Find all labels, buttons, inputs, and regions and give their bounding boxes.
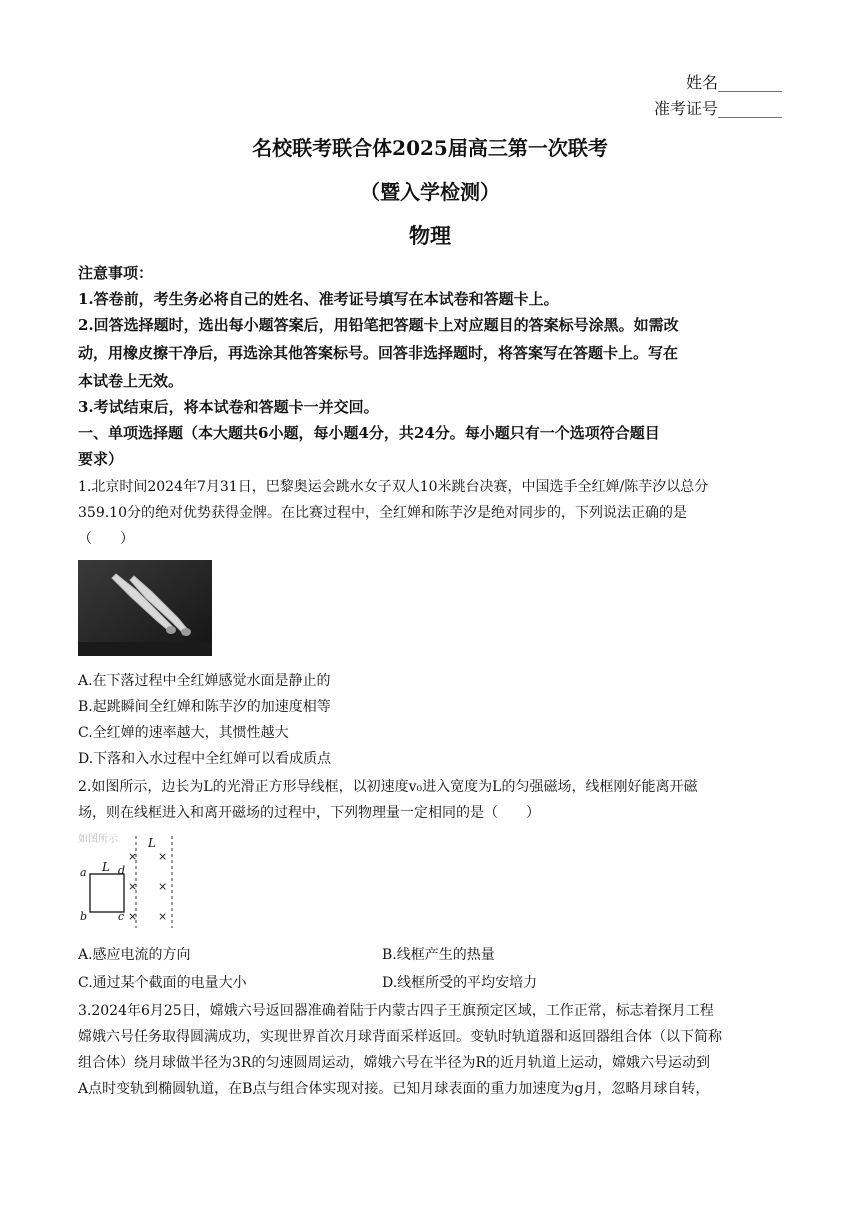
q3-stem-line-4: A点时变轨到椭圆轨道，在B点与组合体实现对接。已知月球表面的重力加速度为g月，忽略月球自转， bbox=[78, 1081, 710, 1097]
section-1-heading-line-2: 要求） bbox=[78, 450, 124, 468]
q2-figure-label-b: b bbox=[80, 910, 88, 923]
exam-title: 名校联考联合体2025届高三第一次联考 bbox=[252, 136, 608, 160]
q1-stem-line-2: 359.10分的绝对优势获得金牌。在比赛过程中，全红婵和陈芋汐是绝对同步的，下列说法正确的是 bbox=[78, 505, 687, 521]
notice-heading: 注意事项： bbox=[78, 264, 154, 282]
notice-item-2-line-3: 本试卷上无效。 bbox=[78, 372, 184, 390]
q3-stem-line-1: 3.2024年6月25日，嫦娥六号返回器准确着陆于内蒙古四子王旗预定区域，工作正常，标志着探月工程 bbox=[78, 1003, 714, 1019]
notice-item-2-line-1: 2.回答选择题时，选出每小题答案后，用铅笔把答题卡上对应题目的答案标号涂黑。如需改 bbox=[78, 316, 679, 334]
q2-option-c: C.通过某个截面的电量大小 bbox=[78, 975, 247, 991]
q2-figure-faint-text: 如图所示 bbox=[78, 834, 118, 845]
q1-option-c: C.全红婵的速率越大，其惯性越大 bbox=[78, 725, 289, 741]
notice-item-1: 1.答卷前，考生务必将自己的姓名、准考证号填写在本试卷和答题卡上。 bbox=[78, 290, 559, 308]
q1-stem-line-3: （ ） bbox=[78, 531, 134, 547]
q2-figure-label-d: d bbox=[118, 864, 126, 877]
q2-field-cross: × bbox=[158, 910, 168, 923]
q2-stem-line-1: 2.如图所示，边长为L的光滑正方形导线框，以初速度v₀进入宽度为L的匀强磁场，线框刚好能离开磁 bbox=[78, 779, 698, 795]
q2-figure-label-L-top: L bbox=[148, 836, 156, 850]
subject-title: 物理 bbox=[409, 223, 451, 248]
exam-subtitle: （暨入学检测） bbox=[360, 180, 500, 204]
q2-option-b: B.线框产生的热量 bbox=[382, 947, 495, 963]
q2-figure-label-L-side: L bbox=[102, 860, 110, 874]
q2-field-cross: × bbox=[128, 880, 138, 893]
q2-field-cross: × bbox=[128, 910, 138, 923]
notice-item-3: 3.考试结束后，将本试卷和答题卡一并交回。 bbox=[78, 398, 379, 416]
q2-figure-label-c: c bbox=[118, 910, 125, 923]
q2-field-cross: × bbox=[128, 850, 138, 863]
q2-field-cross: × bbox=[158, 880, 168, 893]
notice-item-2-line-2: 动，用橡皮擦干净后，再选涂其他答案标号。回答非选择题时，将答案写在答题卡上。写在 bbox=[78, 344, 679, 362]
q2-figure-label-a: a bbox=[80, 866, 87, 879]
q2-magnetic-field-figure bbox=[78, 830, 198, 930]
q2-stem-line-2: 场，则在线框进入和离开磁场的过程中，下列物理量一定相同的是（ ） bbox=[78, 805, 540, 821]
section-1-heading-line-1: 一、单项选择题（本大题共6小题，每小题4分，共24分。每小题只有一个选项符合题目 bbox=[78, 424, 660, 442]
q2-option-a: A.感应电流的方向 bbox=[78, 947, 191, 963]
q1-option-a: A.在下落过程中全红婵感觉水面是静止的 bbox=[78, 673, 331, 689]
q2-field-cross: × bbox=[158, 850, 168, 863]
q2-figure-lines bbox=[78, 830, 198, 930]
q1-option-b: B.起跳瞬间全红婵和陈芋汐的加速度相等 bbox=[78, 699, 331, 715]
name-field-label: 姓名________ bbox=[685, 73, 782, 92]
q3-stem-line-3: 组合体）绕月球做半径为3R的匀速圆周运动，嫦娥六号在半径为R的近月轨道上运动，嫦娥六号运动到 bbox=[78, 1055, 710, 1071]
q1-divers-photo bbox=[78, 560, 212, 656]
q2-option-d: D.线框所受的平均安培力 bbox=[382, 975, 538, 991]
q1-stem-line-1: 1.北京时间2024年7月31日，巴黎奥运会跳水女子双人10米跳台决赛，中国选手全红婵/陈芋汐以总分 bbox=[78, 479, 709, 495]
q1-option-d: D.下落和入水过程中全红婵可以看成质点 bbox=[78, 751, 332, 767]
q3-stem-line-2: 嫦娥六号任务取得圆满成功，实现世界首次月球背面采样返回。变轨时轨道器和返回器组合体（以下简称 bbox=[78, 1029, 722, 1045]
exam-id-field-label: 准考证号________ bbox=[653, 99, 782, 118]
